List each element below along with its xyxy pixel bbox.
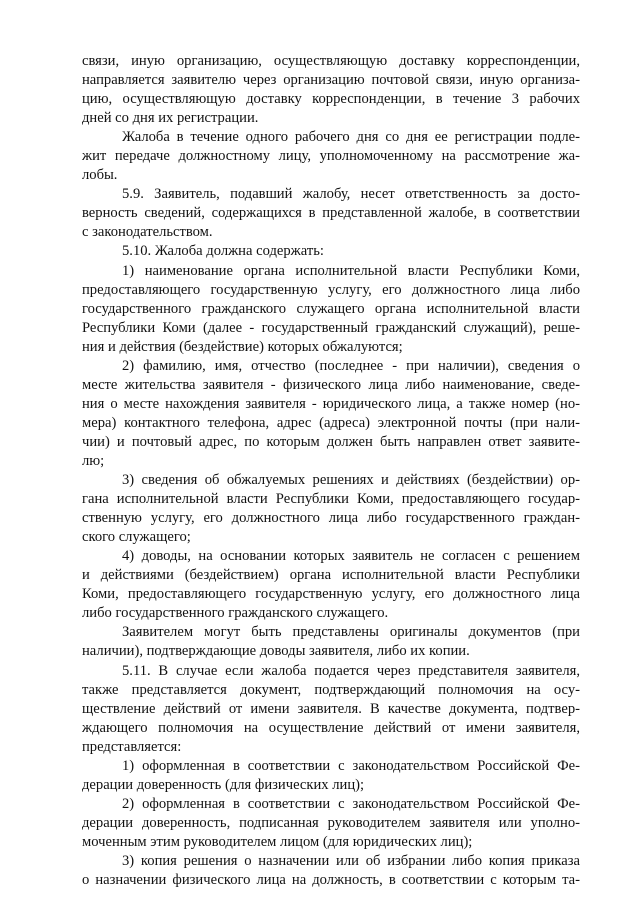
paragraph bbox=[82, 128, 580, 185]
text-line: моченным этим руководителем лицом (для юридических лиц); bbox=[82, 833, 473, 850]
paragraph bbox=[82, 357, 580, 471]
paragraph bbox=[82, 757, 580, 795]
text-line: цию, осуществляющую доставку корреспонденции, в течение 3 рабочих bbox=[82, 91, 580, 108]
paragraph bbox=[82, 623, 580, 661]
text-line: дерации доверенность, подписанная руководителем заявителя или уполно- bbox=[82, 814, 580, 831]
text-line: и действиями (бездействием) органа исполнительной власти Республики bbox=[82, 567, 580, 584]
text-line: ществление действий от имени заявителя. В качестве документа, подтвер- bbox=[82, 700, 580, 717]
text-line: представляется: bbox=[82, 738, 182, 755]
text-line: 5.11. В случае если жалоба подается через представителя заявителя, bbox=[122, 662, 580, 679]
text-line: 2) оформленная в соответствии с законодательством Российской Фе- bbox=[122, 795, 580, 812]
text-line: ственную услугу, его должностного лица либо государственного граждан- bbox=[82, 510, 580, 527]
text-line: Жалоба в течение одного рабочего дня со дня ее регистрации подле- bbox=[122, 129, 580, 146]
text-line: ния и действия (бездействие) которых обжалуются; bbox=[82, 338, 403, 355]
text-line: Коми, предоставляющего государственную услугу, его должностного лица bbox=[82, 586, 580, 603]
paragraph bbox=[82, 262, 580, 357]
text-line: Заявителем могут быть представлены оригиналы документов (при bbox=[122, 624, 580, 641]
text-line: либо государственного гражданского служащего. bbox=[82, 605, 389, 622]
text-line: мера) контактного телефона, адрес (адреса) электронной почты (при нали- bbox=[82, 414, 580, 431]
paragraph bbox=[82, 185, 580, 242]
text-line: чии) и почтовый адрес, по которым должен быть направлен ответ заявите- bbox=[82, 433, 580, 450]
text-line: ждающего полномочия на осуществление действий от имени заявителя, bbox=[82, 719, 580, 736]
text-line: государственного гражданского служащего органа исполнительной власти bbox=[82, 300, 580, 317]
text-line: лю; bbox=[82, 452, 105, 469]
text-line: лобы. bbox=[82, 167, 118, 184]
paragraph bbox=[82, 662, 580, 757]
text-line: 4) доводы, на основании которых заявитель не согласен с решением bbox=[122, 548, 580, 565]
text-line: направляется заявителю через организацию почтовой связи, иную организа- bbox=[82, 72, 580, 89]
text-line: 1) наименование органа исполнительной власти Республики Коми, bbox=[122, 262, 580, 279]
text-line: о назначении физического лица на должность, в соответствии с которым та- bbox=[82, 872, 580, 889]
paragraph bbox=[82, 471, 580, 547]
text-line: с законодательством. bbox=[82, 224, 213, 241]
text-line: верность сведений, содержащихся в представленной жалобе, в соответствии bbox=[82, 205, 580, 222]
text-line: связи, иную организацию, осуществляющую доставку корреспонденции, bbox=[82, 53, 580, 69]
text-line: предоставляющего государственную услугу, его должностного лица либо bbox=[82, 281, 580, 298]
text-line: 5.10. Жалоба должна содержать: bbox=[122, 243, 324, 260]
text-line: наличии), подтверждающие доводы заявителя, либо их копии. bbox=[82, 643, 470, 660]
text-line: дерации доверенность (для физических лиц); bbox=[82, 776, 365, 793]
paragraph bbox=[82, 52, 580, 128]
paragraph bbox=[82, 852, 580, 890]
text-line: гана исполнительной власти Республики Коми, предоставляющего государ- bbox=[82, 491, 580, 508]
text-line: ского служащего; bbox=[82, 529, 191, 546]
text-line: 3) копия решения о назначении или об избрании либо копия приказа bbox=[122, 852, 580, 869]
text-line: 3) сведения об обжалуемых решениях и действиях (бездействии) ор- bbox=[122, 472, 580, 489]
text-line: Республики Коми (далее - государственный гражданский служащий), реше- bbox=[82, 319, 580, 336]
paragraph bbox=[82, 242, 580, 261]
text-line: дней со дня их регистрации. bbox=[82, 110, 259, 127]
document-body bbox=[82, 52, 580, 890]
text-line: 1) оформленная в соответствии с законодательством Российской Фе- bbox=[122, 757, 580, 774]
text-line: ния о месте нахождения заявителя - юридического лица, а также номер (но- bbox=[82, 395, 580, 412]
text-line: месте жительства заявителя - физического лица либо наименование, сведе- bbox=[82, 376, 580, 393]
paragraph bbox=[82, 547, 580, 623]
paragraph bbox=[82, 795, 580, 852]
text-line: также представляется документ, подтверждающий полномочия на осу- bbox=[82, 681, 580, 698]
text-line: 2) фамилию, имя, отчество (последнее - при наличии), сведения о bbox=[122, 357, 580, 374]
text-line: 5.9. Заявитель, подавший жалобу, несет ответственность за досто- bbox=[122, 186, 580, 203]
text-line: жит передаче должностному лицу, уполномоченному на рассмотрение жа- bbox=[82, 148, 580, 165]
